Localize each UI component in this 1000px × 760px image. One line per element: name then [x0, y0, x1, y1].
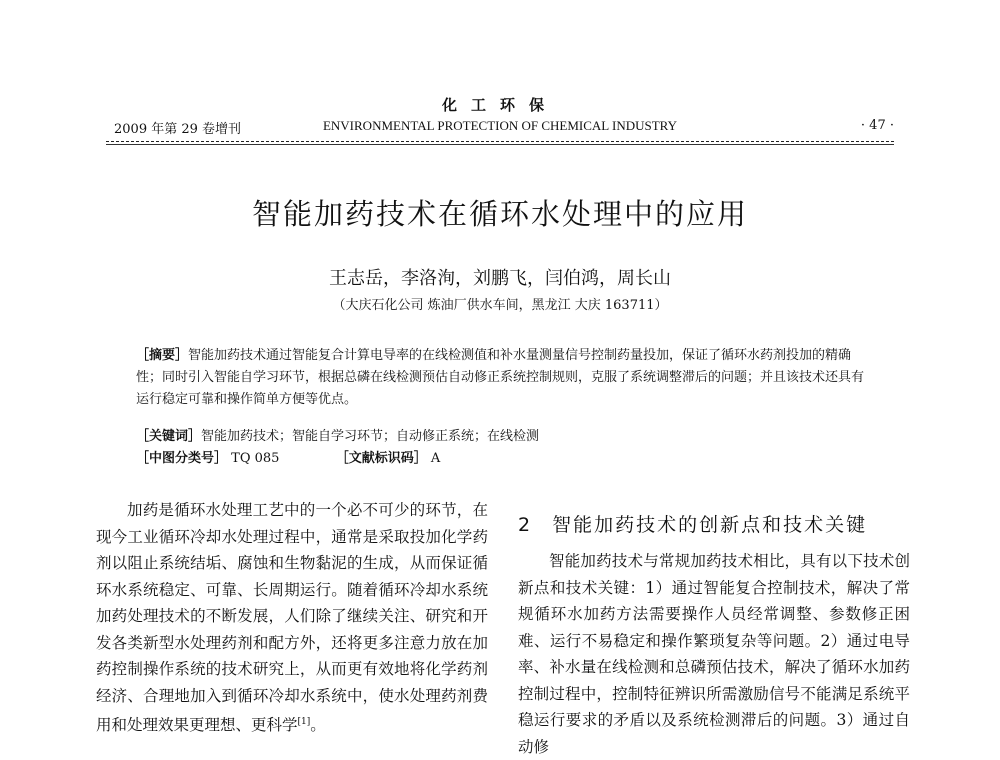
classification-line — [136, 447, 440, 466]
abstract — [136, 345, 876, 411]
keywords — [136, 425, 539, 444]
intro-text: 加药是循环水处理工艺中的一个必不可少的环节，在现今工业循环冷却水处理过程中，通常是采取投加化学药剂以阻止系统结垢、腐蚀和生物黏泥的生成，从而保证循环水系统稳定、可靠、长周期运行。随着循环冷却水系统加药处理技术的不断发展，人们除了继续关注、研究和开发各类新型水处理药剂和配方外，还将更多注意力放在加药控制操作系统的技术研究上，从而更有效地将化学药剂经济、合理地加入到循环冷却水系统中，使水处理药剂费用和处理效果更理想、更科学 — [96, 501, 488, 735]
page-number: · 47 · — [860, 118, 894, 133]
reference-marker: [1] — [297, 717, 311, 727]
clc-label: ［中图分类号］ — [136, 451, 228, 466]
section-number: 2 — [518, 514, 533, 536]
header-rule-solid — [106, 144, 894, 145]
authors: 王志岳，李洛洵，刘鹏飞，闫伯鸿，周长山 — [329, 268, 671, 289]
issue-info: 2009 年第 29 卷增刊 — [114, 122, 242, 137]
abstract-text: 智能加药技术通过智能复合计算电导率的在线检测值和补水量测量信号控制药量投加，保证了循环水药剂投加的精确性；同时引入智能自学习环节，根据总磷在线检测预估自动修正系统控制规则，克服了系统调整滞后的问题；并且该技术还具有运行稳定可靠和操作简单方便等优点。 — [136, 348, 865, 407]
journal-name-chinese: 化工环保 — [441, 96, 558, 114]
intro-end: 。 — [310, 716, 326, 735]
keywords-label: ［关键词］ — [136, 429, 202, 444]
header-rule — [106, 141, 894, 142]
abstract-label: ［摘要］ — [136, 348, 189, 363]
section-heading — [518, 510, 867, 537]
section-paragraph: 智能加药技术与常规加药技术相比，具有以下技术创新点和技术关键：1）通过智能复合控制技术，解决了常规循环水加药方法需要操作人员经常调整、参数修正困难、运行不易稳定和操作繁琐复杂等问题。2）通过电导率、补水量在线检测和总磷预估技术，解决了循环水加药控制过程中，控制特征辨识所需激励信号不能满足系统平稳运行要求的矛盾以及系统检测滞后的问题。3）通过自动修 — [518, 552, 910, 756]
keywords-text: 智能加药技术；智能自学习环节；自动修正系统；在线检测 — [201, 429, 540, 444]
doc-code-value: A — [430, 451, 441, 466]
article-title: 智能加药技术在循环水处理中的应用 — [251, 197, 748, 231]
affiliation: （大庆石化公司 炼油厂供水车间，黑龙江 大庆 163711） — [332, 298, 668, 313]
body-right-column — [518, 548, 910, 760]
intro-paragraph — [96, 497, 488, 739]
clc-value: TQ 085 — [231, 451, 280, 466]
section-title: 智能加药技术的创新点和技术关键 — [552, 514, 868, 536]
body-left-column — [96, 497, 488, 739]
doc-code-label: ［文献标识码］ — [335, 451, 427, 466]
journal-name-english: ENVIRONMENTAL PROTECTION OF CHEMICAL INDUSTRY — [322, 118, 678, 133]
